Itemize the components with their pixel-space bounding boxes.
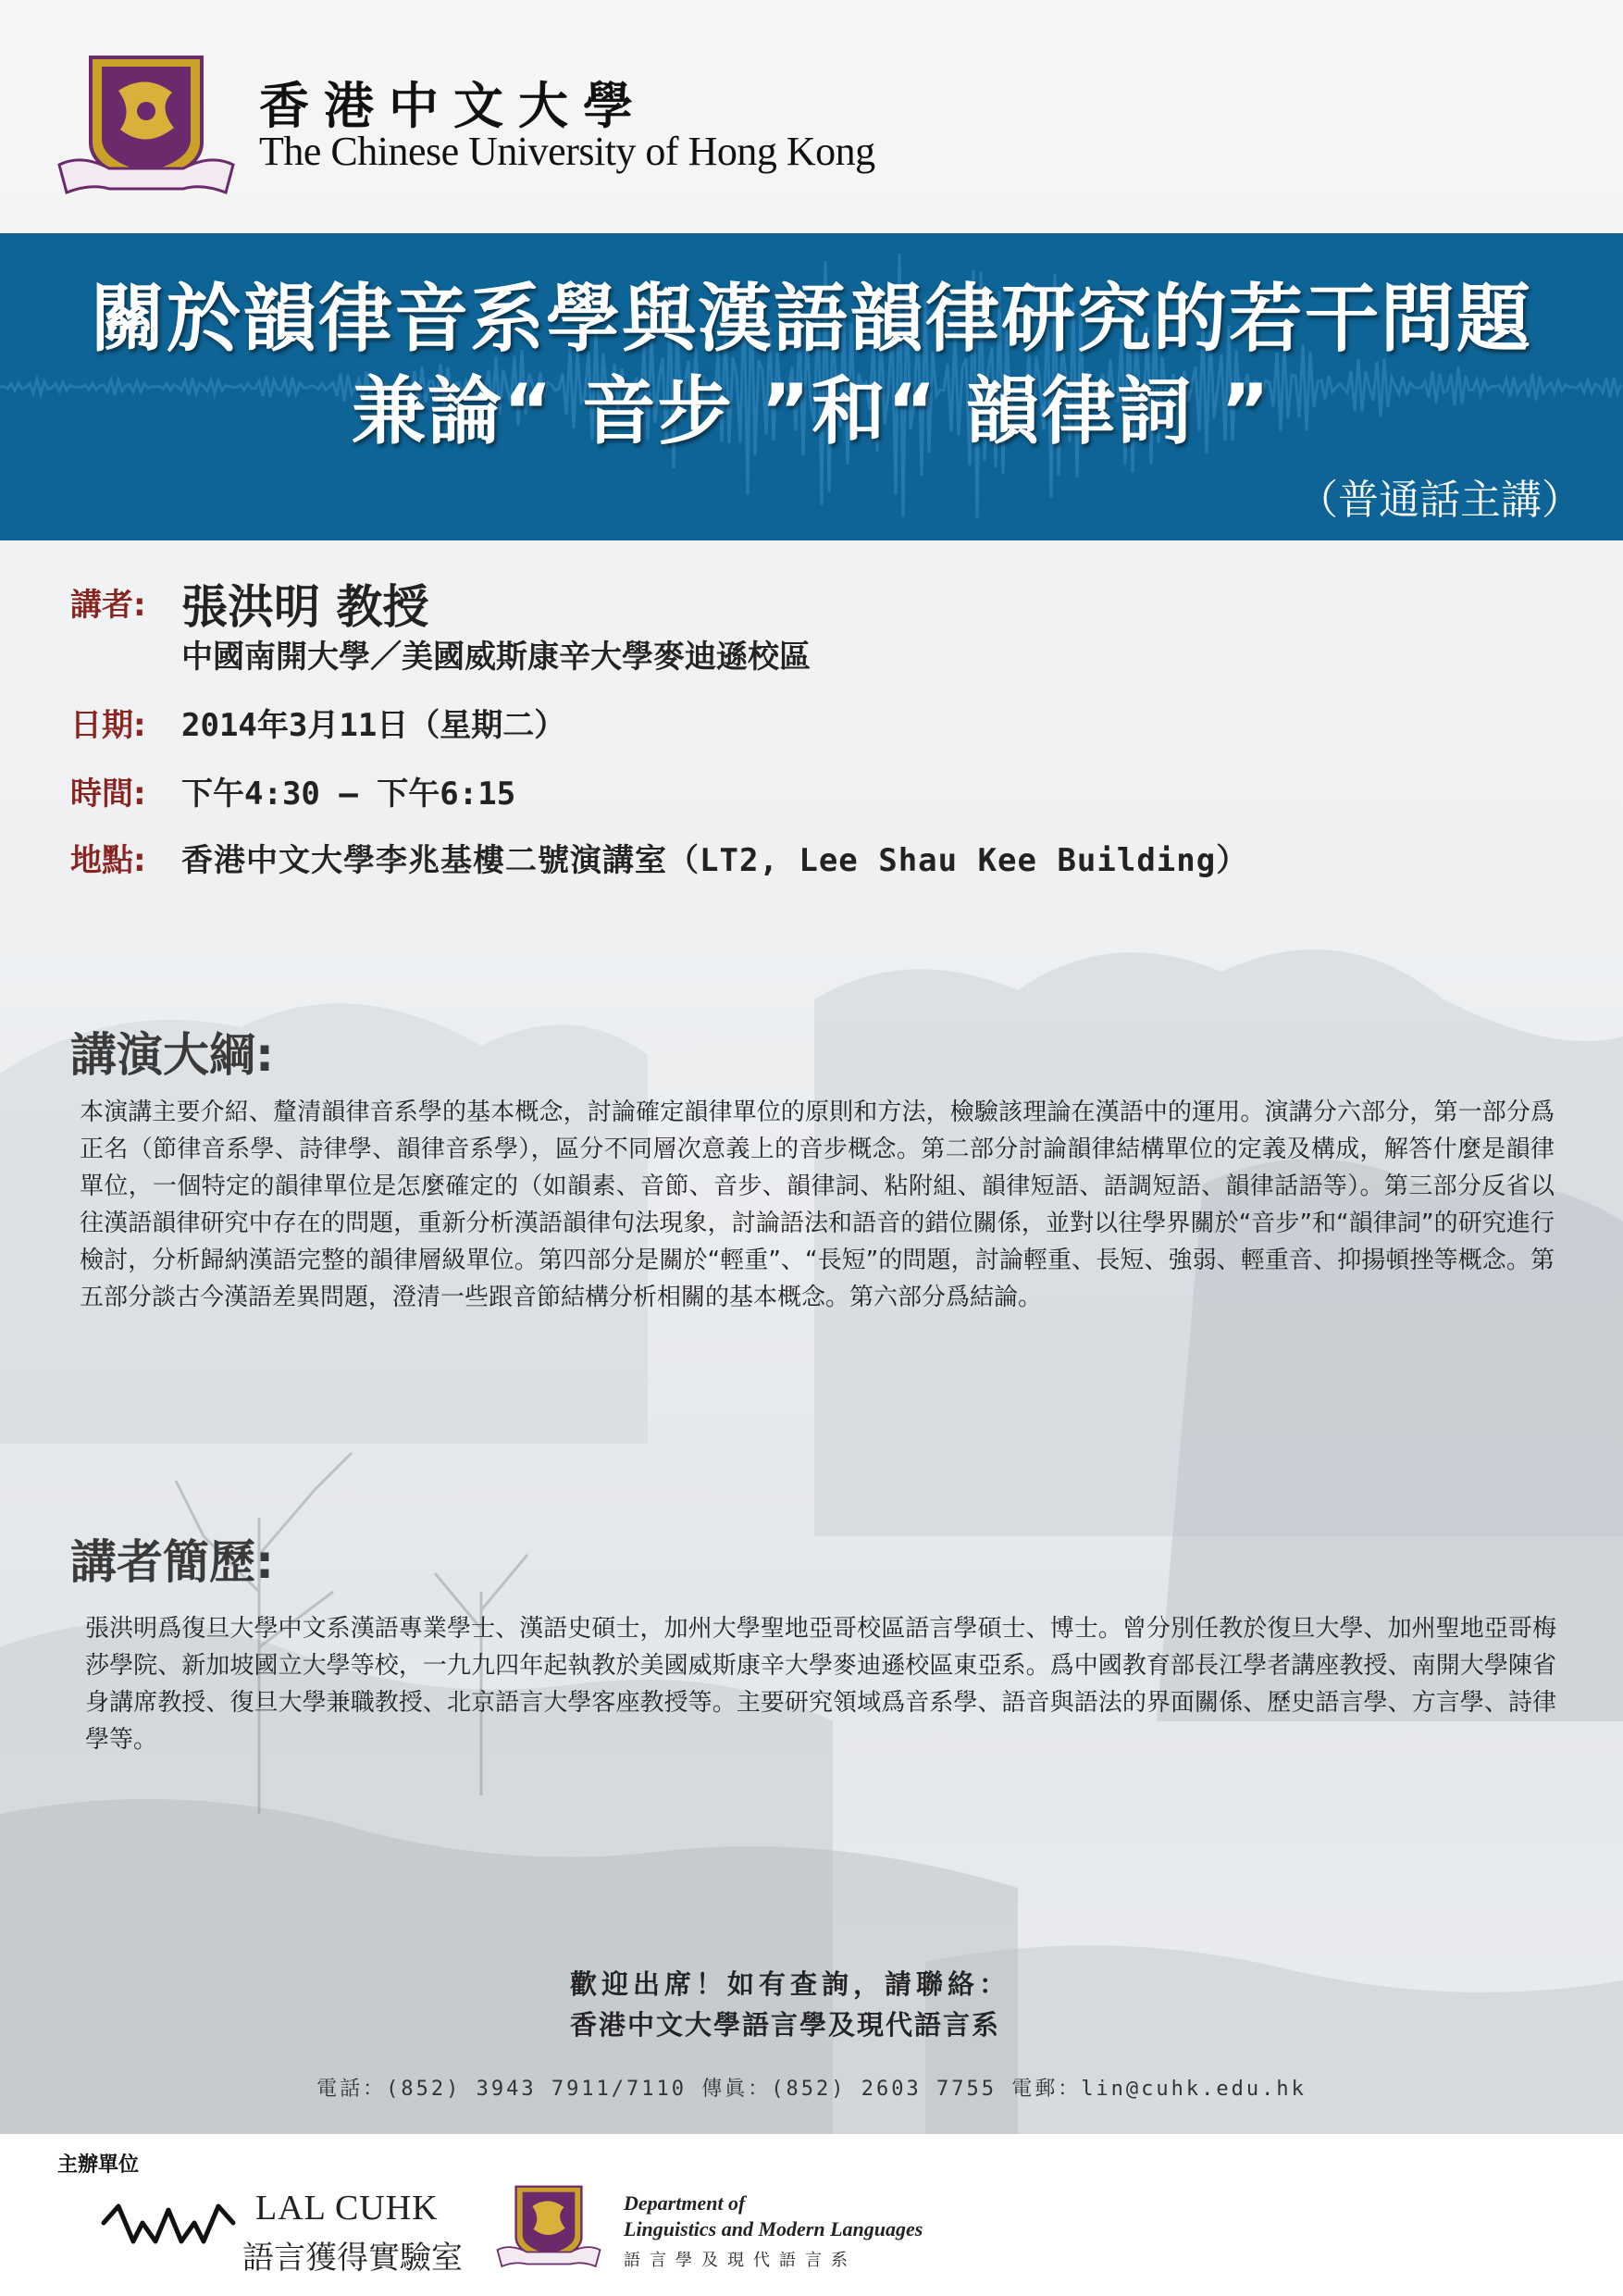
time-value: 下午4:30 – 下午6:15	[181, 776, 516, 813]
speaker-label: 講者:	[70, 587, 146, 624]
dept-name-zh: 語言學及現代語言系	[624, 2251, 857, 2270]
university-name-zh: 香港中文大學	[259, 76, 648, 135]
speaker-affiliation: 中國南開大學／美國威斯康辛大學麥迪遜校區	[181, 639, 811, 676]
contact-department: 香港中文大學語言學及現代語言系	[570, 2009, 1001, 2041]
organiser-label: 主辦單位	[57, 2153, 140, 2177]
dept-crest-logo	[494, 2184, 603, 2271]
date-label: 日期:	[70, 707, 146, 744]
cuhk-crest-logo	[54, 54, 239, 200]
lal-name-zh: 語言獲得實驗室	[242, 2240, 463, 2277]
welcome-text: 歡迎出席！如有查詢，請聯絡：	[570, 1968, 1011, 2000]
dept-name-en-line2: Linguistics and Modern Languages	[624, 2217, 923, 2240]
dept-name-en-line1: Department of	[624, 2191, 746, 2215]
language-note: （普通話主講）	[1297, 477, 1582, 524]
bio-body: 張洪明爲復旦大學中文系漢語專業學士、漢語史碩士，加州大學聖地亞哥校區語言學碩士、博士。曾分別任教於復旦大學、加州聖地亞哥梅莎學院、新加坡國立大學等校，一九九四年起執教於美國威斯康辛大學麥迪遜校區東亞系。爲中國教育部長江學者講座教授、南開大學陳省身講席教授、復旦大學兼職教授、北京語言大學客座教授等。主要研究領域爲音系學、語音與語法的界面關係、歷史語言學、方言學、詩律學等。	[85, 1615, 1556, 1754]
lal-name-en: LAL CUHK	[255, 2189, 439, 2228]
university-name-en: The Chinese University of Hong Kong	[259, 129, 875, 174]
date-value: 2014年3月11日（星期二）	[181, 707, 566, 744]
speaker-name: 張洪明 教授	[181, 580, 429, 634]
bio-heading: 講者簡歷:	[70, 1535, 274, 1589]
outline-heading: 講演大綱:	[70, 1028, 274, 1082]
title-banner	[0, 233, 1623, 540]
time-label: 時間:	[70, 776, 146, 813]
lal-logo-icon	[100, 2186, 237, 2260]
venue-label: 地點:	[70, 842, 146, 879]
lecture-title-line2: 兼論“ 音步 ”和“ 韻律詞 ”	[352, 368, 1271, 454]
venue-value: 香港中文大學李兆基樓二號演講室（LT2, Lee Shau Kee Building）	[181, 842, 1249, 879]
lecture-title-line1: 關於韻律音系學與漢語韻律研究的若干問題	[91, 276, 1532, 362]
outline-body: 本演講主要介紹、釐清韻律音系學的基本概念，討論確定韻律單位的原則和方法，檢驗該理論在漢語中的運用。演講分六部分，第一部分爲正名（節律音系學、詩律學、韻律音系學），區分不同層次意義上的音步概念。第二部分討論韻律結構單位的定義及構成，解答什麼是韻律單位，一個特定的韻律單位是怎麼確定的（如韻素、音節、音步、韻律詞、粘附組、韻律短語、語調短語、韻律話語等）。第三部分反省以往漢語韻律研究中存在的問題，重新分析漢語韻律句法現象，討論語法和語音的錯位關係，並對以往學界關於“音步”和“韻律詞”的研究進行檢討，分析歸納漢語完整的韻律層級單位。第四部分是關於“輕重”、“長短”的問題，討論輕重、長短、強弱、輕重音、抑揚頓挫等概念。第五部分談古今漢語差異問題，澄清一些跟音節結構分析相關的基本概念。第六部分爲結論。	[80, 1098, 1555, 1311]
contact-details: 電話：(852) 3943 7911/7110 傳眞：(852) 2603 7755 電郵：lin@cuhk.edu.hk	[316, 2078, 1307, 2101]
